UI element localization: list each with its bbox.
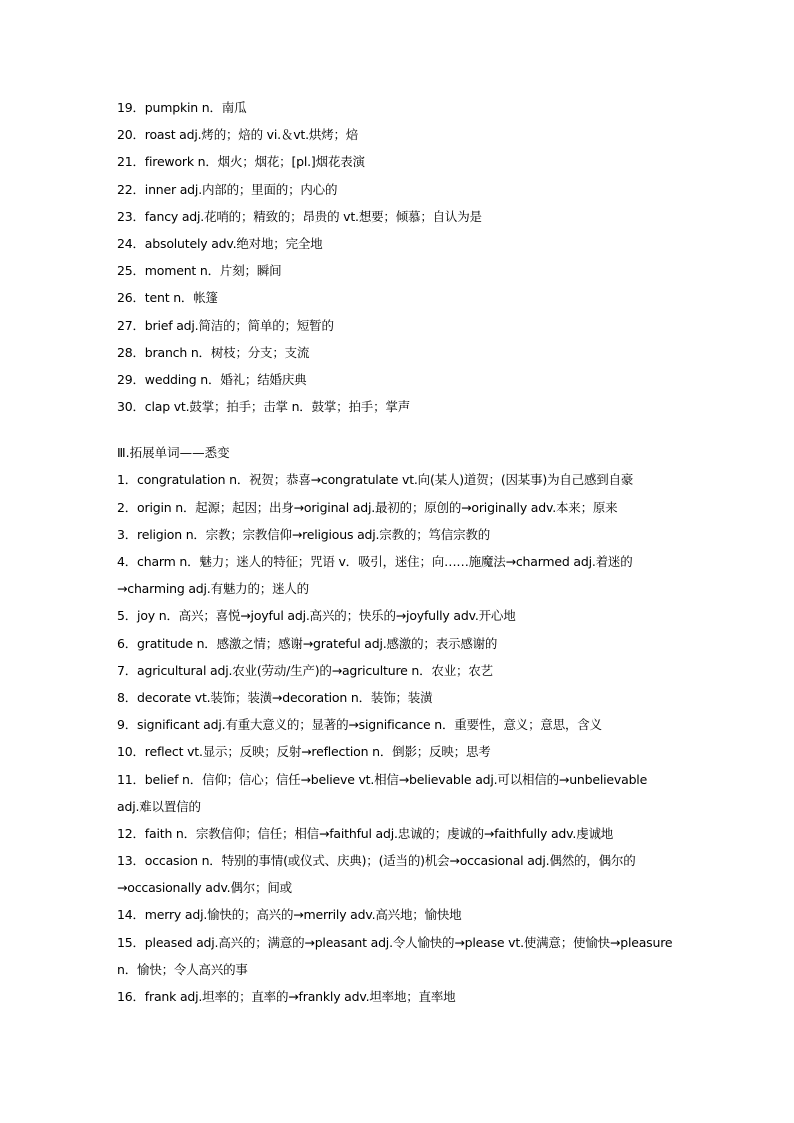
vocab-entry-branch: 28．branch n．树枝；分支；支流	[117, 344, 310, 360]
vocab-entry-moment: 25．moment n．片刻；瞬间	[117, 263, 282, 279]
vocab-entry-congratulation: 1．congratulation n．祝贺；恭喜→congratulate vt.向(某人)道贺；(因某事)为自己感到自豪	[117, 472, 634, 488]
vocab-entry-pleased-continued: n．愉快；令人高兴的事	[117, 961, 248, 977]
vocab-entry-clap: 30．clap vt.鼓掌；拍手；击掌 n．鼓掌；拍手；掌声	[117, 399, 410, 415]
vocab-entry-reflect: 10．reflect vt.显示；反映；反射→reflection n．倒影；反映；思考	[117, 744, 491, 760]
vocab-entry-frank: 16．frank adj.坦率的；直率的→frankly adv.坦率地；直率地	[117, 989, 456, 1004]
vocab-entry-wedding: 29．wedding n．婚礼；结婚庆典	[117, 371, 307, 387]
vocab-entry-gratitude: 6．gratitude n．感激之情；感谢→grateful adj.感激的；表示感谢的	[117, 635, 498, 651]
vocab-entry-pleased: 15．pleased adj.高兴的；满意的→pleasant adj.令人愉快的→please vt.使满意；使愉快→pleasure	[117, 934, 673, 950]
section-spacer	[117, 420, 683, 439]
vocab-entry-belief-continued: adj.难以置信的	[117, 798, 201, 814]
vocab-entry-firework: 21．firework n．烟火；烟花；[pl.]烟花表演	[117, 154, 365, 170]
vocab-entry-roast: 20．roast adj.烤的；焙的 vi.＆vt.烘烤；焙	[117, 127, 359, 143]
vocab-entry-origin: 2．origin n．起源；起因；出身→original adj.最初的；原创的→originally adv.本来；原来	[117, 499, 618, 515]
vocab-entry-pumpkin: 19．pumpkin n．南瓜	[117, 100, 247, 115]
section-heading: Ⅲ.拓展单词——悉变	[117, 445, 230, 461]
vocab-entry-charm-continued: →charming adj.有魅力的；迷人的	[117, 581, 309, 597]
vocab-entry-belief: 11．belief n．信仰；信心；信任→believe vt.相信→believable adj.可以相信的→unbelievable	[117, 771, 648, 787]
vocab-entry-brief: 27．brief adj.简洁的；简单的；短暂的	[117, 317, 334, 333]
vocab-entry-joy: 5．joy n．高兴；喜悦→joyful adj.高兴的；快乐的→joyfully adv.开心地	[117, 608, 516, 624]
vocab-entry-charm: 4．charm n．魅力；迷人的特征；咒语 v．吸引，迷住；向……施魔法→charmed adj.着迷的	[117, 554, 633, 569]
vocab-entry-occasion: 13．occasion n．特别的事情(或仪式、庆典)；(适当的)机会→occasional adj.偶然的，偶尔的	[117, 853, 636, 869]
vocab-entry-tent: 26．tent n．帐篷	[117, 290, 218, 306]
vocab-entry-occasion-continued: →occasionally adv.偶尔；间或	[117, 880, 292, 896]
vocab-entry-religion: 3．religion n．宗教；宗教信仰→religious adj.宗教的；笃信宗教的	[117, 526, 491, 542]
vocab-entry-decorate: 8．decorate vt.装饰；装潢→decoration n．装饰；装潢	[117, 689, 433, 705]
vocab-entry-fancy: 23．fancy adj.花哨的；精致的；昂贵的 vt.想要；倾慕；自认为是	[117, 208, 482, 224]
vocabulary-list	[117, 94, 683, 1010]
vocab-entry-absolutely: 24．absolutely adv.绝对地；完全地	[117, 235, 323, 251]
vocab-entry-significant: 9．significant adj.有重大意义的；显著的→significance n．重要性，意义；意思，含义	[117, 717, 602, 733]
vocab-entry-merry: 14．merry adj.愉快的；高兴的→merrily adv.高兴地；愉快地	[117, 907, 462, 923]
vocab-entry-inner: 22．inner adj.内部的；里面的；内心的	[117, 181, 338, 197]
vocab-entry-agricultural: 7．agricultural adj.农业(劳动/生产)的→agriculture n．农业；农艺	[117, 662, 493, 678]
vocab-entry-faith: 12．faith n．宗教信仰；信任；相信→faithful adj.忠诚的；虔诚的→faithfully adv.虔诚地	[117, 825, 614, 841]
